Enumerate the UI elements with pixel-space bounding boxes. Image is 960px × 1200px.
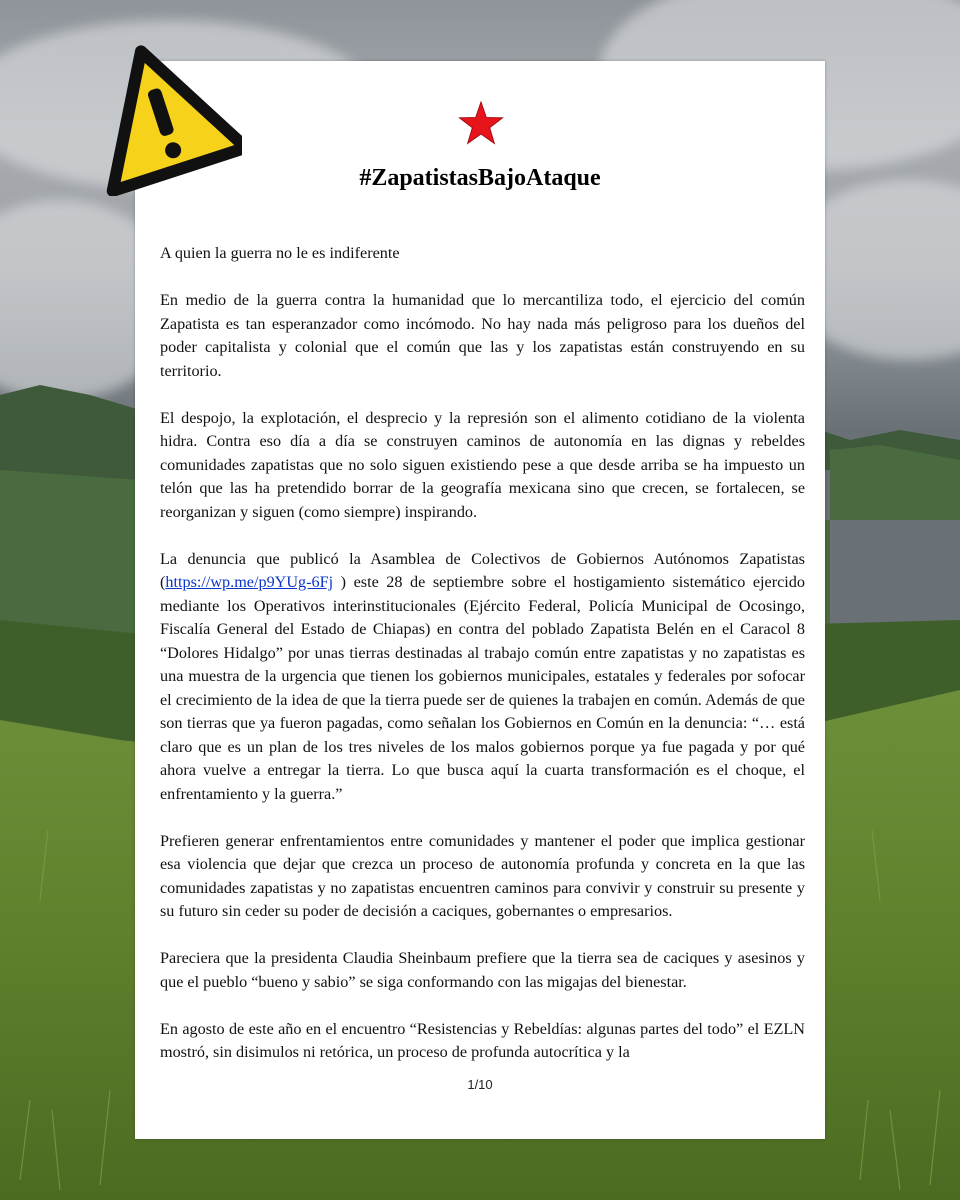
denuncia-link[interactable]: https://wp.me/p9YUg-6Fj <box>165 573 334 591</box>
document-page <box>135 61 825 1139</box>
paragraph: Pareciera que la presidenta Claudia Sheinbaum prefiere que la tierra sea de caciques y asesinos y que el pueblo “bueno y sabio” se siga conformando con las migajas del bienestar. <box>160 949 805 991</box>
page-number: 1/10 <box>467 1077 493 1092</box>
paragraph: En medio de la guerra contra la humanidad que lo mercantiliza todo, el ejercicio del común Zapatista es tan esperanzador como incómodo. No hay nada más peligroso para los dueños del poder capitalista y colonial que el común que las y los zapatistas están construyendo en su territorio. <box>160 291 805 380</box>
salutation: A quien la guerra no le es indiferente <box>160 244 400 262</box>
warning-icon <box>82 36 242 196</box>
red-star-icon <box>458 101 504 145</box>
paragraph: Prefieren generar enfrentamientos entre comunidades y mantener el poder que implica gestionar esa violencia que dejar que crezca un proceso de autonomía profunda y concreta en la que las comunidades zapatistas y no zapatistas encuentren caminos para convivir y construir su presente y su futuro sin ceder su poder de decisión a caciques, gobernantes o empresarios. <box>160 831 805 920</box>
document-body <box>160 242 805 1088</box>
paragraph-text: ) este 28 de septiembre sobre el hostigamiento sistemático ejercido mediante los Operativos interinstitucionales (Ejército Federal, Policía Municipal de Ocosingo, Fiscalía General del Estado de Chiapas) en contra del poblado Zapatista Belén en el Caracol 8 “Dolores Hidalgo” por unas tierras destinadas al trabajo común entre zapatistas y no zapatistas es una muestra de la urgencia que tienen los gobiernos municipales, estatales y federales por sofocar el crecimiento de la idea de que la tierra puede ser de quienes la trabajen en común. Además de que son tierras que ya fueron pagadas, como señalan los Gobiernos en Común en la denuncia: “… está claro que es un plan de los tres niveles de los malos gobiernos porque ya fue pagada y por qué ahora vuelve a entregar la tierra. Lo que busca aquí la cuarta transformación es el choque, el enfrentamiento y la guerra.” <box>160 573 805 803</box>
paragraph: En agosto de este año en el encuentro “Resistencias y Rebeldías: algunas partes del todo” el EZLN mostró, sin disimulos ni retórica, un proceso de profunda autocrítica y la <box>160 1019 805 1061</box>
paragraph: El despojo, la explotación, el desprecio y la represión son el alimento cotidiano de la violenta hidra. Contra eso día a día se construyen caminos de autonomía en las dignas y rebeldes comunidades zapatistas que no solo siguen existiendo pese a que desde arriba se ha impuesto un telón que las ha pretendido borrar de la geografía mexicana sino que crecen, se fortalecen, se reorganizan y siguen (como siempre) inspirando. <box>160 408 805 521</box>
paragraph-text: La denuncia que publicó la Asamblea de Colectivos de Gobiernos Autónomos Zapatistas ( <box>160 549 805 591</box>
page-title: #ZapatistasBajoAtaque <box>359 165 601 191</box>
paragraph <box>160 548 805 807</box>
